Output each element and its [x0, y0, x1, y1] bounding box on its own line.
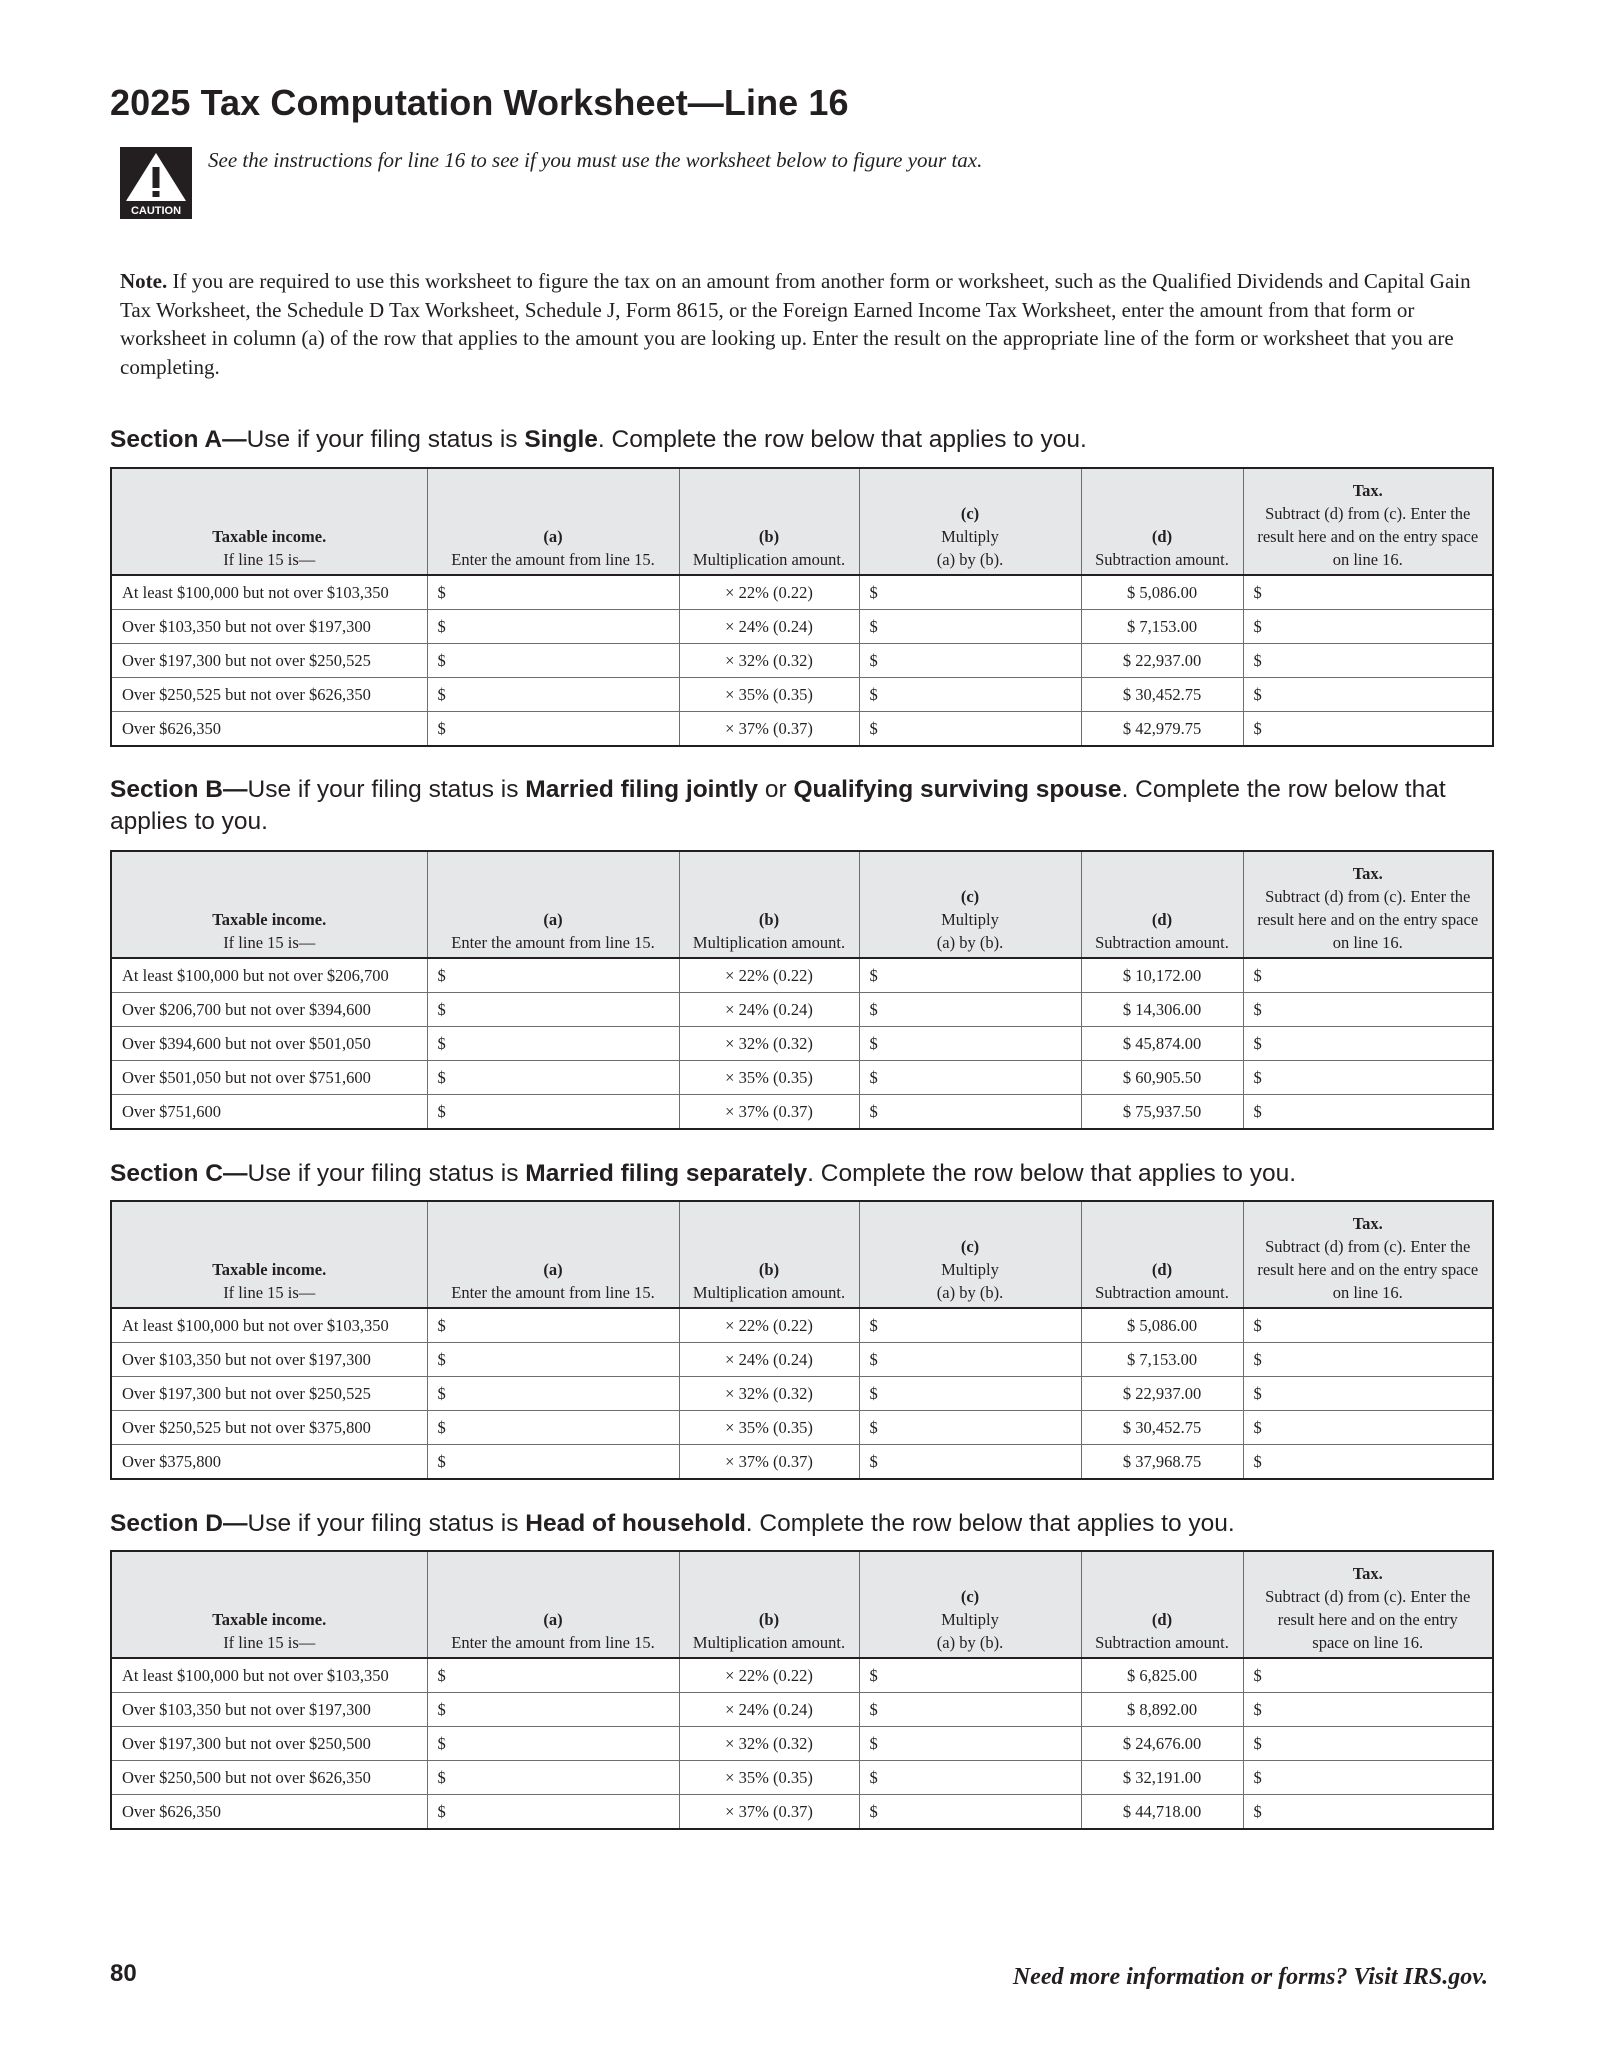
amount-c-field[interactable]: $: [859, 1727, 1081, 1761]
amount-c-field[interactable]: $: [859, 1377, 1081, 1411]
amount-a-field[interactable]: $: [427, 1658, 679, 1693]
section-d-table: [110, 1550, 1494, 1830]
section-c-table: [110, 1200, 1494, 1480]
tax-field[interactable]: $: [1243, 1027, 1493, 1061]
amount-c-field[interactable]: $: [859, 1308, 1081, 1343]
page-number: 80: [110, 1960, 137, 1987]
col-b: (b) Multiplication amount.: [679, 851, 859, 958]
table-row: Over $375,800 $ × 37% (0.37) $ $ 37,968.75 $: [111, 1445, 1493, 1480]
amount-c-field[interactable]: $: [859, 1795, 1081, 1830]
col-c: (c) Multiply (a) by (b).: [859, 1551, 1081, 1658]
note-label: Note.: [120, 269, 168, 293]
table-row: Over $250,525 but not over $626,350 $ × 35% (0.35) $ $ 30,452.75 $: [111, 678, 1493, 712]
col-c: (c) Multiply (a) by (b).: [859, 468, 1081, 575]
tax-field[interactable]: $: [1243, 993, 1493, 1027]
tax-field[interactable]: $: [1243, 1095, 1493, 1130]
col-taxable-income: Taxable income. If line 15 is—: [111, 468, 427, 575]
section-b-status-2: Qualifying surviving spouse: [793, 776, 1122, 803]
col-taxable-income: Taxable income. If line 15 is—: [111, 1551, 427, 1658]
table-row: Over $197,300 but not over $250,525 $ × 32% (0.32) $ $ 22,937.00 $: [111, 644, 1493, 678]
tax-field[interactable]: $: [1243, 1308, 1493, 1343]
table-row: At least $100,000 but not over $103,350 $ × 22% (0.22) $ $ 5,086.00 $: [111, 1308, 1493, 1343]
table-row: Over $626,350 $ × 37% (0.37) $ $ 44,718.00 $: [111, 1795, 1493, 1830]
col-taxable-income: Taxable income. If line 15 is—: [111, 1201, 427, 1308]
section-b-status-1: Married filing jointly: [525, 776, 759, 803]
col-d: (d) Subtraction amount.: [1081, 468, 1243, 575]
amount-c-field[interactable]: $: [859, 1061, 1081, 1095]
table-row: Over $751,600 $ × 37% (0.37) $ $ 75,937.50 $: [111, 1095, 1493, 1130]
amount-c-field[interactable]: $: [859, 958, 1081, 993]
col-a: (a) Enter the amount from line 15.: [427, 468, 679, 575]
col-a: (a) Enter the amount from line 15.: [427, 1551, 679, 1658]
tax-field[interactable]: $: [1243, 1727, 1493, 1761]
amount-a-field[interactable]: $: [427, 1061, 679, 1095]
col-d: (d) Subtraction amount.: [1081, 1201, 1243, 1308]
amount-a-field[interactable]: $: [427, 1308, 679, 1343]
section-b-text: Use if your filing status is: [247, 776, 526, 803]
amount-c-field[interactable]: $: [859, 993, 1081, 1027]
section-b-heading: [110, 774, 1490, 838]
table-row: Over $394,600 but not over $501,050 $ × 32% (0.32) $ $ 45,874.00 $: [111, 1027, 1493, 1061]
amount-a-field[interactable]: $: [427, 1377, 679, 1411]
section-d-text-end: . Complete the row below that applies to you.: [745, 1510, 1235, 1537]
amount-a-field[interactable]: $: [427, 678, 679, 712]
col-d: (d) Subtraction amount.: [1081, 851, 1243, 958]
table-row: Over $103,350 but not over $197,300 $ × 24% (0.24) $ $ 8,892.00 $: [111, 1693, 1493, 1727]
tax-field[interactable]: $: [1243, 1343, 1493, 1377]
amount-c-field[interactable]: $: [859, 1027, 1081, 1061]
tax-field[interactable]: $: [1243, 1693, 1493, 1727]
amount-a-field[interactable]: $: [427, 1693, 679, 1727]
table-row: At least $100,000 but not over $103,350 $ × 22% (0.22) $ $ 5,086.00 $: [111, 575, 1493, 610]
amount-a-field[interactable]: $: [427, 1343, 679, 1377]
amount-a-field[interactable]: $: [427, 1761, 679, 1795]
section-d-status: Head of household: [525, 1510, 746, 1537]
amount-c-field[interactable]: $: [859, 610, 1081, 644]
amount-a-field[interactable]: $: [427, 610, 679, 644]
section-c-status: Married filing separately: [525, 1160, 808, 1187]
amount-a-field[interactable]: $: [427, 1795, 679, 1830]
col-b: (b) Multiplication amount.: [679, 1201, 859, 1308]
section-a-text: Use if your filing status is: [246, 426, 525, 453]
amount-c-field[interactable]: $: [859, 1658, 1081, 1693]
amount-c-field[interactable]: $: [859, 644, 1081, 678]
amount-a-field[interactable]: $: [427, 644, 679, 678]
section-b-text-end: . Complete the row below that applies to you.: [110, 776, 1446, 835]
section-c-lead: Section C—: [110, 1160, 248, 1187]
tax-field[interactable]: $: [1243, 1377, 1493, 1411]
caution-icon: [120, 147, 192, 219]
section-a-lead: Section A—: [110, 426, 247, 453]
col-b: (b) Multiplication amount.: [679, 468, 859, 575]
amount-c-field[interactable]: $: [859, 1095, 1081, 1130]
amount-c-field[interactable]: $: [859, 1343, 1081, 1377]
section-b-table: [110, 850, 1494, 1130]
col-a: (a) Enter the amount from line 15.: [427, 851, 679, 958]
table-row: Over $103,350 but not over $197,300 $ × 24% (0.24) $ $ 7,153.00 $: [111, 1343, 1493, 1377]
table-row: At least $100,000 but not over $206,700 $ × 22% (0.22) $ $ 10,172.00 $: [111, 958, 1493, 993]
table-row: Over $250,500 but not over $626,350 $ × 35% (0.35) $ $ 32,191.00 $: [111, 1761, 1493, 1795]
col-tax: Tax. Subtract (d) from (c). Enter the result here and on the entry space on line 16.: [1243, 851, 1493, 958]
table-row: Over $197,300 but not over $250,525 $ × 32% (0.32) $ $ 22,937.00 $: [111, 1377, 1493, 1411]
amount-a-field[interactable]: $: [427, 1095, 679, 1130]
table-row: Over $197,300 but not over $250,500 $ × 32% (0.32) $ $ 24,676.00 $: [111, 1727, 1493, 1761]
table-row: Over $103,350 but not over $197,300 $ × 24% (0.24) $ $ 7,153.00 $: [111, 610, 1493, 644]
caution-icon-label: CAUTION: [130, 205, 182, 217]
col-taxable-income: Taxable income. If line 15 is—: [111, 851, 427, 958]
col-tax: Tax. Subtract (d) from (c). Enter the result here and on the entry space on line 16.: [1243, 468, 1493, 575]
amount-a-field[interactable]: $: [427, 575, 679, 610]
table-row: Over $626,350 $ × 37% (0.37) $ $ 42,979.75 $: [111, 712, 1493, 747]
col-b: (b) Multiplication amount.: [679, 1551, 859, 1658]
amount-a-field[interactable]: $: [427, 993, 679, 1027]
tax-field[interactable]: $: [1243, 1761, 1493, 1795]
amount-c-field[interactable]: $: [859, 1761, 1081, 1795]
tax-field[interactable]: $: [1243, 610, 1493, 644]
section-c-heading: [110, 1158, 1490, 1190]
section-a-text-end: . Complete the row below that applies to you.: [597, 426, 1087, 453]
section-d-heading: [110, 1508, 1490, 1540]
amount-a-field[interactable]: $: [427, 1445, 679, 1480]
tax-field[interactable]: $: [1243, 1795, 1493, 1830]
page-title: 2025 Tax Computation Worksheet—Line 16: [110, 82, 849, 123]
tax-field[interactable]: $: [1243, 678, 1493, 712]
section-a-table: [110, 467, 1494, 747]
col-c: (c) Multiply (a) by (b).: [859, 851, 1081, 958]
tax-field[interactable]: $: [1243, 958, 1493, 993]
note-paragraph: [120, 267, 1480, 381]
amount-a-field[interactable]: $: [427, 1027, 679, 1061]
amount-a-field[interactable]: $: [427, 958, 679, 993]
col-tax: Tax. Subtract (d) from (c). Enter the result here and on the entry space on line 16.: [1243, 1201, 1493, 1308]
section-d-lead: Section D—: [110, 1510, 248, 1537]
tax-field[interactable]: $: [1243, 644, 1493, 678]
table-row: At least $100,000 but not over $103,350 $ × 22% (0.22) $ $ 6,825.00 $: [111, 1658, 1493, 1693]
amount-c-field[interactable]: $: [859, 1445, 1081, 1480]
tax-field[interactable]: $: [1243, 575, 1493, 610]
col-tax: Tax. Subtract (d) from (c). Enter the result here and on the entry space on line 16.: [1243, 1551, 1493, 1658]
section-a-heading: [110, 424, 1490, 456]
section-d-text: Use if your filing status is: [247, 1510, 526, 1537]
amount-a-field[interactable]: $: [427, 1411, 679, 1445]
amount-a-field[interactable]: $: [427, 1727, 679, 1761]
col-a: (a) Enter the amount from line 15.: [427, 1201, 679, 1308]
tax-field[interactable]: $: [1243, 1061, 1493, 1095]
section-b-or: or: [758, 776, 794, 803]
amount-c-field[interactable]: $: [859, 1693, 1081, 1727]
amount-c-field[interactable]: $: [859, 712, 1081, 747]
amount-c-field[interactable]: $: [859, 1411, 1081, 1445]
amount-c-field[interactable]: $: [859, 678, 1081, 712]
irs-link[interactable]: Need more information or forms? Visit IRS.gov.: [1012, 1964, 1488, 1990]
section-c-text: Use if your filing status is: [247, 1160, 526, 1187]
tax-field[interactable]: $: [1243, 1658, 1493, 1693]
tax-field[interactable]: $: [1243, 1411, 1493, 1445]
amount-c-field[interactable]: $: [859, 575, 1081, 610]
table-row: Over $250,525 but not over $375,800 $ × 35% (0.35) $ $ 30,452.75 $: [111, 1411, 1493, 1445]
section-b-lead: Section B—: [110, 776, 248, 803]
section-a-status: Single: [524, 426, 598, 453]
note-text: If you are required to use this worksheet to figure the tax on an amount from another form or worksheet, such as the Qualified Dividends and Capital Gain Tax Worksheet, the Schedule D Tax Worksheet, Schedule J, Form 8615, or the Foreign Earned Income Tax Worksheet, enter the amount from that form or worksheet in column (a) of the row that applies to the amount you are looking up. Enter the result on the appropriate line of the form or worksheet that you are completing.: [120, 269, 1471, 379]
tax-field[interactable]: $: [1243, 712, 1493, 747]
tax-field[interactable]: $: [1243, 1445, 1493, 1480]
table-row: Over $501,050 but not over $751,600 $ × 35% (0.35) $ $ 60,905.50 $: [111, 1061, 1493, 1095]
col-d: (d) Subtraction amount.: [1081, 1551, 1243, 1658]
col-c: (c) Multiply (a) by (b).: [859, 1201, 1081, 1308]
section-c-text-end: . Complete the row below that applies to you.: [807, 1160, 1297, 1187]
amount-a-field[interactable]: $: [427, 712, 679, 747]
table-row: Over $206,700 but not over $394,600 $ × 24% (0.24) $ $ 14,306.00 $: [111, 993, 1493, 1027]
caution-text: See the instructions for line 16 to see if you must use the worksheet below to figure your tax.: [208, 148, 983, 172]
